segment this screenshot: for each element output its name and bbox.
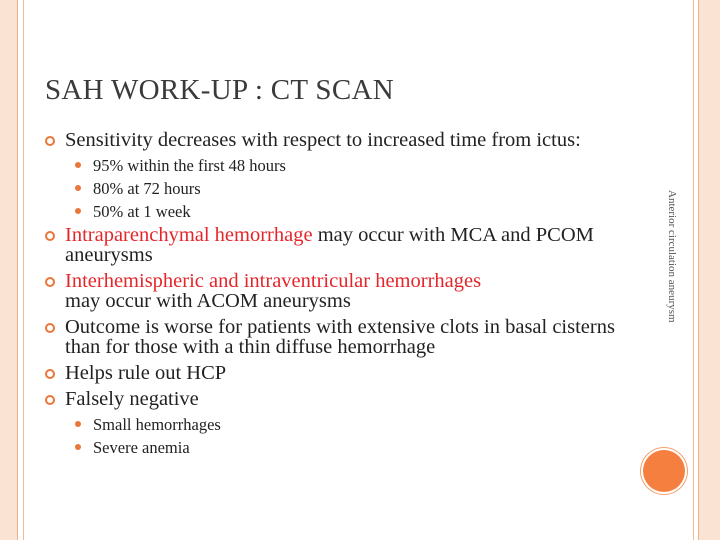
ring-bullet-icon [45,323,55,333]
ring-bullet-icon [45,395,55,405]
ring-bullet-icon [45,136,55,146]
sub-bullet-text: 50% at 1 week [93,202,191,221]
sub-bullet-text: 95% within the first 48 hours [93,156,286,175]
bullet-intraparenchymal [45,225,645,265]
dot-bullet-icon [75,208,81,214]
bullet-hcp [45,363,645,383]
sub-bullet [45,202,645,221]
right-frame-bar [698,0,720,540]
slide-body [45,130,645,461]
highlight-text: Interhemispheric and intraventricular hemorrhages [65,270,482,292]
bullet-text: Helps rule out HCP [65,362,227,384]
sub-bullet-text: Severe anemia [93,438,190,457]
bullet-text: Outcome is worse for patients with extensive clots in basal cisterns than for those with a thin diffuse hemorrhage [65,316,615,358]
dot-bullet-icon [75,421,81,427]
sub-bullet [45,415,645,434]
bullet-text: Sensitivity decreases with respect to increased time from ictus: [65,129,581,151]
dot-bullet-icon [75,444,81,450]
sub-bullet-text: 80% at 72 hours [93,179,201,198]
bullet-text: Falsely negative [65,388,199,410]
dot-bullet-icon [75,162,81,168]
ring-bullet-icon [45,231,55,241]
sub-bullet-text: Small hemorrhages [93,415,221,434]
left-frame-bar [0,0,18,540]
bullet-text: may occur with MCA and PCOM aneurysms [65,224,594,266]
bullet-interhemispheric [45,271,645,311]
sub-bullet [45,156,645,175]
bullet-sensitivity [45,130,645,150]
slide-title: SAH WORK-UP : CT SCAN [45,74,394,106]
highlight-text: Intraparenchymal hemorrhage [65,224,313,246]
dot-bullet-icon [75,185,81,191]
ring-bullet-icon [45,277,55,287]
bullet-text: may occur with ACOM aneurysms [65,290,351,312]
bullet-outcome [45,317,645,357]
left-frame-line [23,0,24,540]
right-frame-line [693,0,694,540]
side-note: Anterior circulation aneurysm [666,190,678,323]
sub-bullet [45,179,645,198]
orange-circle-decoration [643,450,685,492]
ring-bullet-icon [45,369,55,379]
sub-bullet [45,438,645,457]
bullet-falsely-negative [45,389,645,409]
